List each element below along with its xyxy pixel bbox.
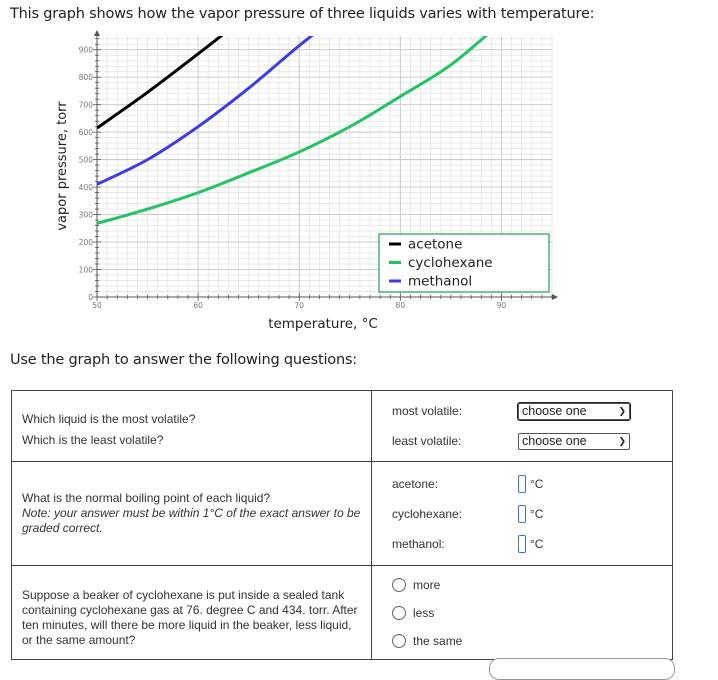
y-tick-label: 400 xyxy=(78,183,93,193)
radio-button[interactable] xyxy=(392,578,406,592)
boiling-point-answers xyxy=(372,462,673,566)
most-volatile-select[interactable] xyxy=(518,403,630,420)
y-tick-label: 0 xyxy=(88,293,93,302)
volatility-answers xyxy=(372,391,673,462)
least-volatile-label: least volatile: xyxy=(392,434,462,448)
vapor-pressure-chart xyxy=(0,28,718,338)
most-volatile-value: choose one xyxy=(522,404,587,418)
y-tick-label: 100 xyxy=(78,265,93,275)
y-tick-label: 900 xyxy=(78,45,93,55)
acetone-bp-input[interactable] xyxy=(518,475,526,493)
y-tick-label: 800 xyxy=(78,73,93,83)
celsius-unit: °C xyxy=(530,536,544,551)
cyclohexane-bp-label: cyclohexane: xyxy=(392,506,463,521)
option-same-label: the same xyxy=(413,633,463,648)
y-axis-label: vapor pressure, torr xyxy=(55,101,70,231)
questions-table xyxy=(11,390,673,660)
option-less-label: less xyxy=(413,605,435,620)
legend-label-acetone: acetone xyxy=(408,236,463,253)
methanol-bp-label: methanol: xyxy=(392,536,445,551)
acetone-bp-row xyxy=(392,469,672,499)
option-more[interactable] xyxy=(392,571,672,599)
cyclohexane-bp-row xyxy=(392,499,672,529)
most-volatile-row xyxy=(392,396,672,426)
chevron-down-icon: ❯ xyxy=(618,435,626,446)
most-volatile-label: most volatile: xyxy=(392,404,463,418)
x-tick-label: 70 xyxy=(294,301,304,310)
x-axis-arrow xyxy=(552,294,558,300)
least-volatile-value: choose one xyxy=(522,434,587,448)
x-tick-label: 90 xyxy=(496,301,507,310)
volatility-question-row xyxy=(12,391,673,462)
legend-label-cyclohexane: cyclohexane xyxy=(408,255,493,271)
tank-question xyxy=(12,566,372,660)
bottom-button-edge[interactable] xyxy=(489,658,675,680)
least-volatile-question: Which is the least volatile? xyxy=(22,433,164,447)
least-volatile-select[interactable] xyxy=(518,433,630,450)
option-more-label: more xyxy=(413,577,441,592)
methanol-bp-input[interactable] xyxy=(518,535,526,553)
most-volatile-question: Which liquid is the most volatile? xyxy=(22,412,196,426)
cyclohexane-bp-input[interactable] xyxy=(518,505,526,523)
y-tick-label: 600 xyxy=(78,128,93,138)
tank-answers xyxy=(372,566,673,660)
boiling-point-question xyxy=(12,462,372,566)
y-tick-label: 300 xyxy=(78,210,93,220)
volatility-question xyxy=(12,391,372,462)
tank-question-row xyxy=(12,566,673,660)
y-axis-arrow xyxy=(94,30,100,36)
celsius-unit: °C xyxy=(530,506,544,521)
boiling-point-question-row xyxy=(12,462,673,566)
chevron-down-icon: ❯ xyxy=(618,405,626,416)
least-volatile-row xyxy=(392,426,672,456)
boiling-point-note: Note: your answer must be within 1°C of the exact answer to be graded correct. xyxy=(22,506,361,535)
boiling-point-question-text: What is the normal boiling point of each liquid? xyxy=(22,491,271,505)
celsius-unit: °C xyxy=(530,476,544,491)
radio-button[interactable] xyxy=(392,634,406,648)
option-less[interactable] xyxy=(392,599,672,627)
x-axis-label: temperature, °C xyxy=(268,316,378,332)
y-tick-label: 500 xyxy=(78,155,93,165)
intro-text: This graph shows how the vapor pressure of three liquids varies with temperature: xyxy=(10,6,595,22)
instructions-text: Use the graph to answer the following questions: xyxy=(10,352,357,368)
methanol-bp-row xyxy=(392,529,672,559)
tank-question-text: Suppose a beaker of cyclohexane is put inside a sealed tank containing cyclohexane gas at 76. degree C and 434. torr. After ten minutes, will there be more liquid in the beaker, less liquid, or the same amount? xyxy=(22,587,358,647)
chart-legend xyxy=(379,234,549,292)
option-same[interactable] xyxy=(392,627,672,655)
y-tick-label: 700 xyxy=(78,100,93,110)
y-tick-label: 200 xyxy=(78,238,93,248)
x-tick-label: 50 xyxy=(92,301,102,310)
x-tick-label: 80 xyxy=(395,301,406,310)
legend-label-methanol: methanol xyxy=(408,273,473,290)
acetone-bp-label: acetone: xyxy=(392,476,439,491)
x-tick-label: 60 xyxy=(193,301,203,310)
radio-button[interactable] xyxy=(392,606,406,620)
series-line-methanol xyxy=(97,28,330,184)
